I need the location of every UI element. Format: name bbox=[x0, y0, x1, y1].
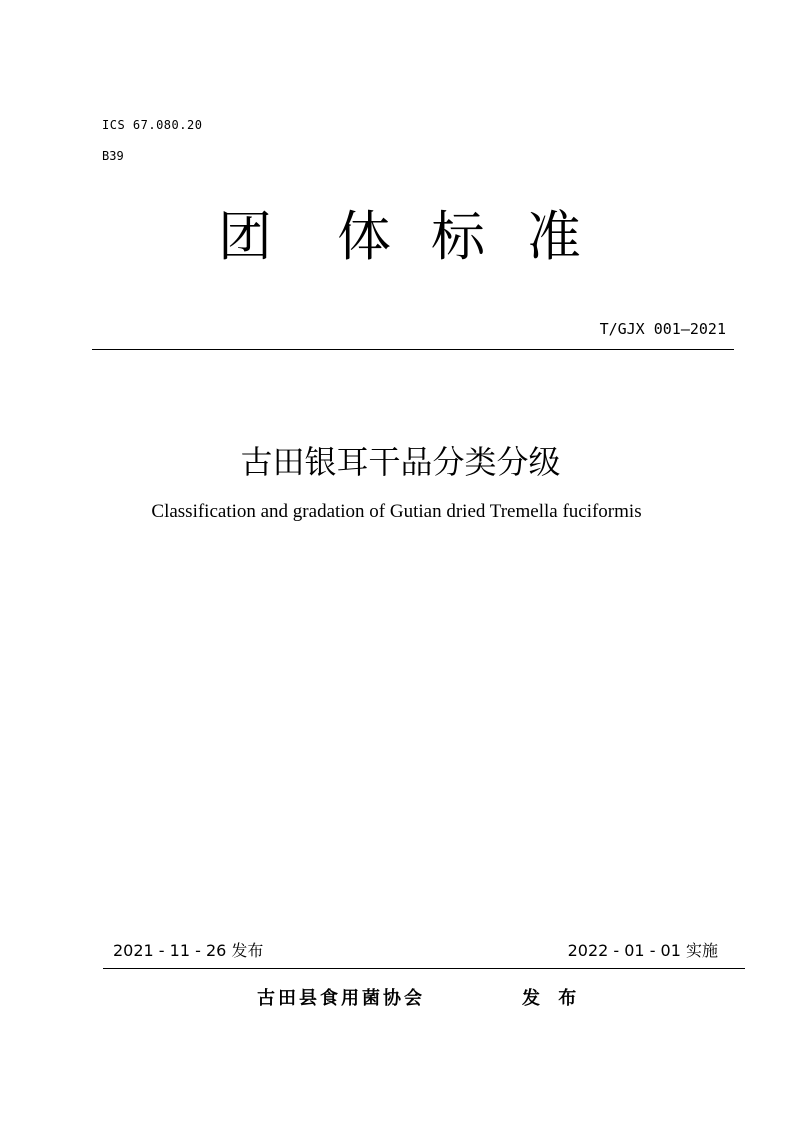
main-title-char-1: 团 bbox=[218, 205, 272, 268]
main-title-char-4: 准 bbox=[527, 205, 581, 268]
main-title-char-3: 标 bbox=[431, 205, 485, 268]
publish-label: 发 布 bbox=[522, 988, 583, 1009]
document-title-english: Classification and gradation of Gutian dried Tremella fuciformis bbox=[151, 501, 642, 522]
publisher-name: 古田县食用菌协会 bbox=[257, 988, 425, 1009]
header-divider bbox=[92, 349, 734, 350]
implementation-date: 2022 - 01 - 01 实施 bbox=[567, 941, 718, 960]
ics-code: ICS 67.080.20 bbox=[102, 118, 203, 132]
footer-divider bbox=[103, 968, 745, 969]
ccs-code: B39 bbox=[102, 149, 124, 163]
standard-number: T/GJX 001—2021 bbox=[599, 320, 726, 338]
issue-date: 2021 - 11 - 26 发布 bbox=[113, 941, 264, 960]
main-title-char-2: 体 bbox=[337, 205, 391, 268]
main-title bbox=[0, 205, 793, 269]
document-title-chinese: 古田银耳干品分类分级 bbox=[240, 443, 561, 481]
